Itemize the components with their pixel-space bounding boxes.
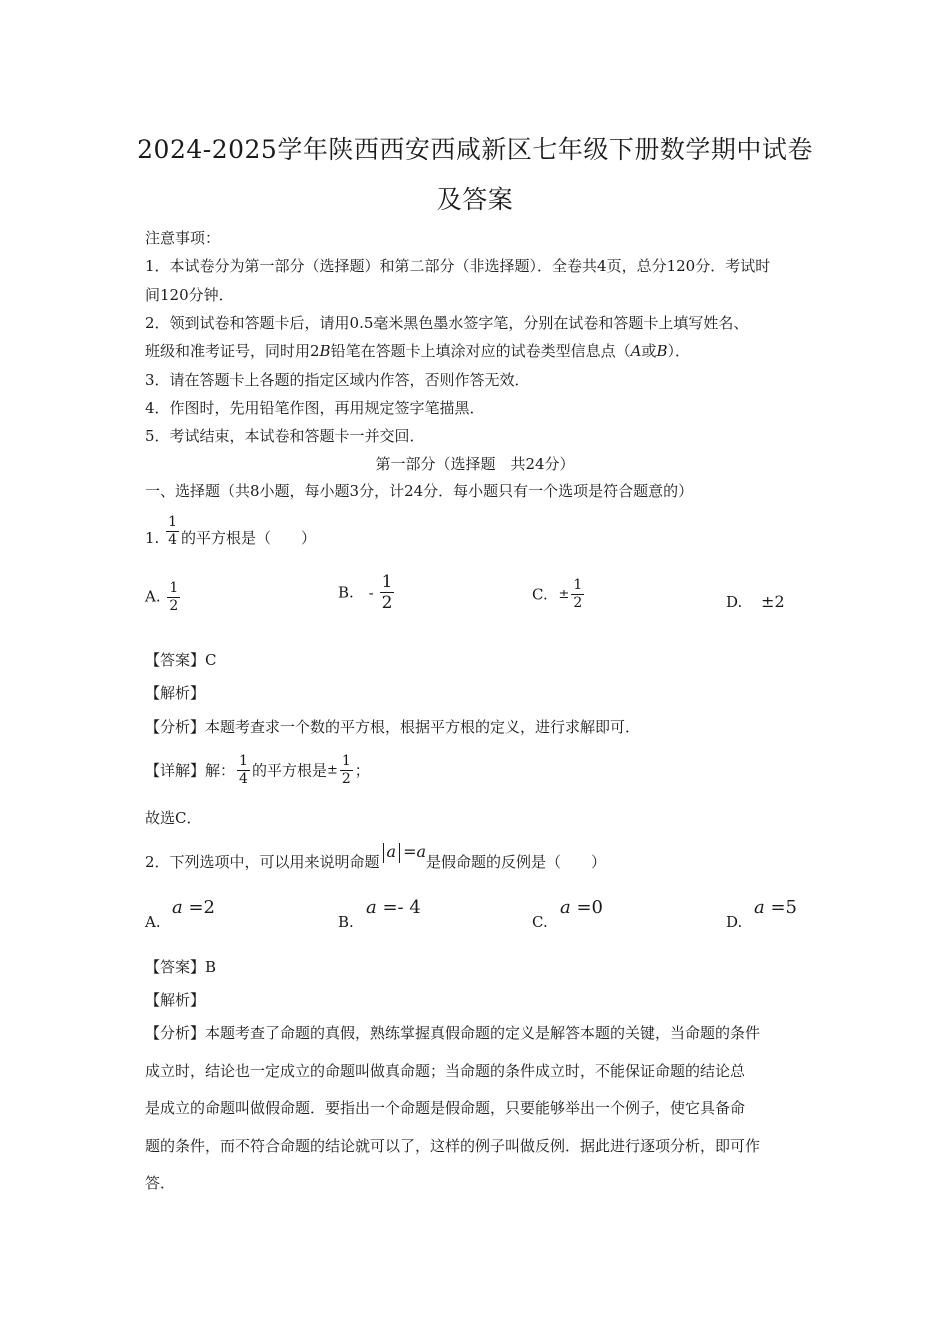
option-value: =2 xyxy=(188,897,216,918)
option-label: C. xyxy=(532,585,548,604)
q1-option-d[interactable] xyxy=(726,592,785,612)
option-value: =- 4 xyxy=(382,897,421,918)
fraction-numerator: 1 xyxy=(169,580,179,596)
notice-item-4: 4．作图时，先用铅笔作图，再用规定签字笔描黑． xyxy=(145,399,485,417)
option-label: B. xyxy=(338,583,354,602)
notice-item-2b-b2: B xyxy=(656,342,668,360)
variable-a: a xyxy=(416,842,427,861)
abs-bar-left xyxy=(383,843,384,863)
equals-sign: = xyxy=(403,842,417,861)
q1-detail-fraction xyxy=(237,753,250,788)
q1-conclusion: 故选C． xyxy=(145,809,202,827)
q2-option-c-label[interactable]: C. xyxy=(532,913,548,931)
notice-item-2b xyxy=(145,341,690,361)
fraction-numerator: 1 xyxy=(573,577,583,593)
q2-option-d-label[interactable]: D. xyxy=(726,913,743,931)
section1-heading: 一、选择题（共8小题，每小题3分，计24分．每小题只有一个选项是符合题意的） xyxy=(145,482,694,500)
option-fraction xyxy=(167,580,180,615)
fraction-numerator: 1 xyxy=(168,513,178,530)
fraction-denominator: 2 xyxy=(169,598,179,614)
q2-analysis-line5: 答． xyxy=(145,1174,176,1192)
fraction-denominator: 2 xyxy=(381,593,393,613)
notice-item-2b-pre: 班级和准考证号，同时用2 xyxy=(145,342,320,360)
option-value: =5 xyxy=(770,897,798,918)
q2-analysis-line1: 【分析】本题考查了命题的真假，熟练掌握真假命题的定义是解答本题的关键，当命题的条件 xyxy=(145,1024,761,1042)
notice-heading: 注意事项： xyxy=(145,229,221,247)
q1-option-a[interactable] xyxy=(145,580,182,615)
fraction-denominator: 2 xyxy=(341,771,351,787)
fraction-numerator: 1 xyxy=(239,753,248,769)
fraction-denominator: 4 xyxy=(168,531,178,548)
notice-item-2b-b: B xyxy=(319,342,331,360)
variable-a: a xyxy=(754,897,765,918)
q1-detail-mid: 的平方根是 xyxy=(251,761,327,780)
q2-answer: 【答案】B xyxy=(145,958,217,976)
option-value: =0 xyxy=(576,897,604,918)
notice-item-1a: 1．本试卷分为第一部分（选择题）和第二部分（非选择题）．全卷共4页，总分120分．考试时 xyxy=(145,257,771,275)
question-1-text: 的平方根是（ ） xyxy=(181,529,317,547)
question-2-text-post: 是假命题的反例是（ ） xyxy=(426,853,607,871)
abs-bar-right xyxy=(399,843,400,863)
q1-answer: 【答案】C xyxy=(145,651,217,669)
q2-option-c-value[interactable] xyxy=(560,897,603,919)
variable-a: a xyxy=(172,897,183,918)
fraction-denominator: 2 xyxy=(573,595,583,611)
q2-option-b-label[interactable]: B. xyxy=(338,913,354,931)
option-label: D. xyxy=(726,593,743,611)
fraction-numerator: 1 xyxy=(381,572,393,592)
notice-item-2a: 2．领到试卷和答题卡后，请用0.5毫米黑色墨水签字笔，分别在试卷和答题卡上填写姓名、 xyxy=(145,314,749,332)
option-fraction xyxy=(571,577,584,612)
q2-option-a-label[interactable]: A. xyxy=(145,913,161,931)
option-fraction xyxy=(380,572,395,613)
question-2-text-pre: 2．下列选项中，可以用来说明命题 xyxy=(145,853,380,871)
q1-option-c[interactable] xyxy=(532,577,586,612)
question-2 xyxy=(145,842,607,873)
q1-detail-end: ； xyxy=(354,761,370,780)
plus-minus-sign: ± xyxy=(326,762,338,778)
q1-option-b[interactable] xyxy=(338,572,396,613)
notice-item-3: 3．请在答题卡上各题的指定区域内作答，否则作答无效． xyxy=(145,371,530,389)
part1-heading: 第一部分（选择题 共24分） xyxy=(375,455,575,473)
q2-analysis-line4: 题的条件，而不符合命题的结论就可以了，这样的例子叫做反例．据此进行逐项分析，即可作 xyxy=(145,1137,761,1155)
notice-item-1b: 间120分钟． xyxy=(145,286,234,304)
q2-option-b-value[interactable] xyxy=(366,897,421,919)
variable-a: a xyxy=(386,842,397,861)
question-1-fraction xyxy=(166,514,179,549)
option-value: ±2 xyxy=(761,592,785,611)
minus-sign: - xyxy=(368,583,374,602)
q2-analysis-line3: 是成立的命题叫做假命题．要指出一个命题是假命题，只要能够举出一个例子，使它具备命 xyxy=(145,1099,746,1117)
q1-detail-answer-fraction xyxy=(340,753,353,788)
q1-detail xyxy=(145,753,370,788)
notice-item-2b-end: ）． xyxy=(667,342,690,360)
q2-analysis-label: 【解析】 xyxy=(145,991,206,1009)
document-title-line1: 2024-2025学年陕西西安西咸新区七年级下册数学期中试卷 xyxy=(137,135,813,164)
option-label: A. xyxy=(145,587,161,606)
fraction-numerator: 1 xyxy=(341,753,351,769)
notice-item-5: 5．考试结束，本试卷和答题卡一并交回． xyxy=(145,427,425,445)
question-1 xyxy=(145,513,317,549)
q2-option-a-value[interactable] xyxy=(172,897,215,919)
question-1-number: 1. xyxy=(145,529,160,547)
q2-analysis-line2: 成立时，结论也一定成立的命题叫做真命题；当命题的条件成立时，不能保证命题的结论总 xyxy=(145,1062,746,1080)
q1-analysis-label: 【解析】 xyxy=(145,684,206,702)
q2-option-d-value[interactable] xyxy=(754,897,797,919)
document-title-line2: 及答案 xyxy=(436,185,514,214)
variable-a: a xyxy=(366,897,377,918)
q1-detail-pre: 【详解】解： xyxy=(145,761,236,780)
notice-item-2b-mid: 铅笔在答题卡上填涂对应的试卷类型信息点（ xyxy=(330,342,631,360)
fraction-denominator: 4 xyxy=(239,771,248,787)
variable-a: a xyxy=(560,897,571,918)
q1-analysis: 【分析】本题考查求一个数的平方根，根据平方根的定义，进行求解即可． xyxy=(145,718,641,736)
plus-minus-sign: ± xyxy=(558,586,570,602)
notice-item-2b-or: 或 xyxy=(641,342,657,360)
absolute-value-expression xyxy=(380,842,427,861)
notice-item-2b-a: A xyxy=(630,342,642,360)
